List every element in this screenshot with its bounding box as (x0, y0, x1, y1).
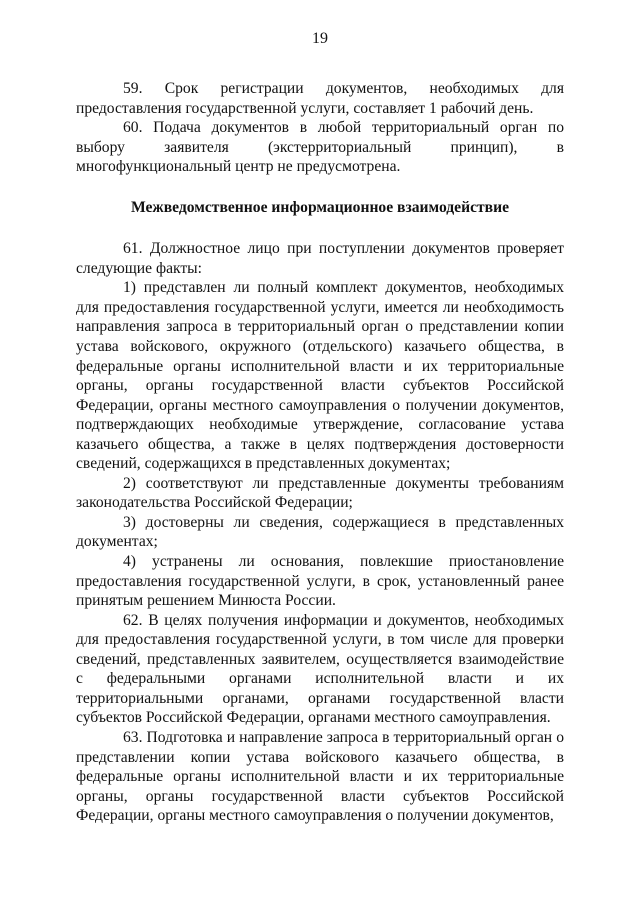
paragraph-59: 59. Срок регистрации документов, необходимых для предоставления государственной услуги, составляет 1 рабочий день. (76, 80, 564, 117)
paragraph-61: 61. Должностное лицо при поступлении документов проверяет следующие факты: (76, 240, 564, 277)
paragraph-62: 62. В целях получения информации и документов, необходимых для предоставления государственной услуги, в том числе для проверки сведений, представленных заявителем, осуществляется взаимодействие с федеральными органами исполнительной власти и их территориальными органами, органами государственной власти субъектов Российской Федерации, органами местного самоуправления. (76, 611, 564, 727)
list-item-2: 2) соответствуют ли представленные документы требованиям законодательства Российской Федерации; (76, 474, 564, 512)
section-heading: Межведомственное информационное взаимодействие (131, 198, 509, 216)
list-item-3: 3) достоверны ли сведения, содержащиеся в представленных документах; (76, 513, 564, 551)
list-item-4: 4) устранены ли основания, повлекшие приостановление предоставления государственной услуги, в срок, установленный ранее принятым решением Минюста России. (76, 553, 564, 610)
paragraph-63: 63. Подготовка и направление запроса в территориальный орган о представлении копии устава войскового казачьего общества, в федеральные органы исполнительной власти и их территориальные органы, органы государственной власти субъектов Российской Федерации, органы местного самоуправления о получении документов, (76, 728, 564, 825)
document-body (76, 79, 564, 826)
paragraph-60: 60. Подача документов в любой территориальный орган по выбору заявителя (экстерриториальный принцип), в многофункциональный центр не предусмотрена. (76, 119, 564, 176)
page-number: 19 (312, 30, 328, 47)
list-item-1: 1) представлен ли полный комплект документов, необходимых для предоставления государственной услуги, имеется ли необходимость направления запроса в территориальный орган о представлении копии устава войскового, окружного (отдельского) казачьего общества, в федеральные органы исполнительной власти и их территориальные органы, органы государственной власти субъектов Российской Федерации, органы местного самоуправления о получении документов, подтверждающих необходимые утверждение, согласование устава казачьего общества, а также в целях подтверждения достоверности сведений, содержащихся в представленных документах; (76, 279, 564, 473)
